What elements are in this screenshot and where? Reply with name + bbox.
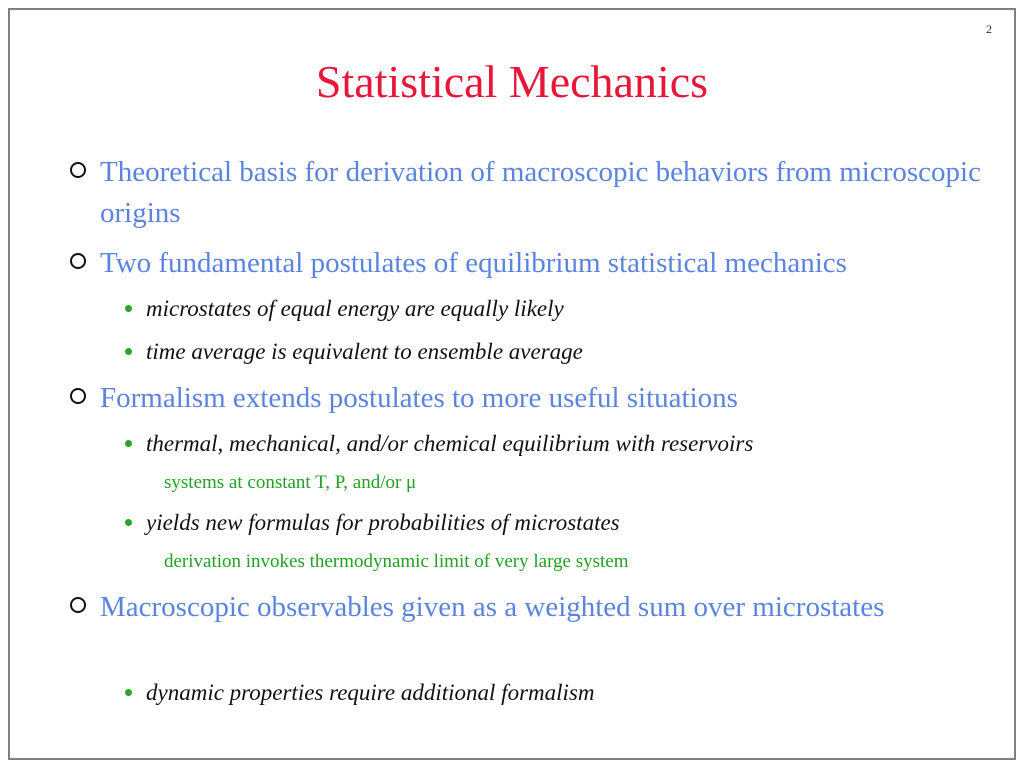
dot-bullet-icon: [125, 305, 132, 312]
sub-bullet-text: dynamic properties require additional formalism: [146, 680, 595, 705]
sub-bullet-text: thermal, mechanical, and/or chemical equilibrium with reservoirs: [146, 431, 754, 456]
sub-bullet-item: [122, 337, 1002, 367]
sub-bullet-item: [122, 508, 1002, 538]
bullet-item: [68, 378, 988, 419]
dot-bullet-icon: [125, 689, 132, 696]
sub-bullet-item: [122, 678, 1002, 708]
bullet-text: Macroscopic observables given as a weighted sum over microstates: [100, 591, 885, 623]
bullet-text: Theoretical basis for derivation of macroscopic behaviors from microscopic origins: [100, 156, 981, 229]
hollow-circle-bullet-icon: [70, 388, 86, 404]
dot-bullet-icon: [125, 348, 132, 355]
dot-bullet-icon: [125, 519, 132, 526]
bullet-item: [68, 587, 988, 628]
bullet-item: [68, 152, 988, 234]
bullet-text: Formalism extends postulates to more useful situations: [100, 382, 738, 414]
sub-bullet-text: microstates of equal energy are equally likely: [146, 296, 564, 321]
hollow-circle-bullet-icon: [70, 162, 86, 178]
sub-bullet-text: time average is equivalent to ensemble average: [146, 339, 583, 364]
sub-bullet-item: [122, 294, 1002, 324]
slide-title: Statistical Mechanics: [315, 56, 709, 107]
detail-note: derivation invokes thermodynamic limit of very large system: [164, 551, 629, 572]
slide: [8, 8, 1016, 760]
slide-content: [10, 10, 1014, 758]
detail-note: systems at constant T, P, and/or μ: [164, 472, 417, 493]
bullet-text: Two fundamental postulates of equilibrium statistical mechanics: [100, 247, 847, 279]
dot-bullet-icon: [125, 440, 132, 447]
sub-bullet-text: yields new formulas for probabilities of microstates: [146, 510, 620, 535]
bullet-item: [68, 243, 988, 284]
hollow-circle-bullet-icon: [70, 597, 86, 613]
page-number: 2: [986, 22, 992, 36]
sub-bullet-item: [122, 429, 1002, 459]
hollow-circle-bullet-icon: [70, 253, 86, 269]
